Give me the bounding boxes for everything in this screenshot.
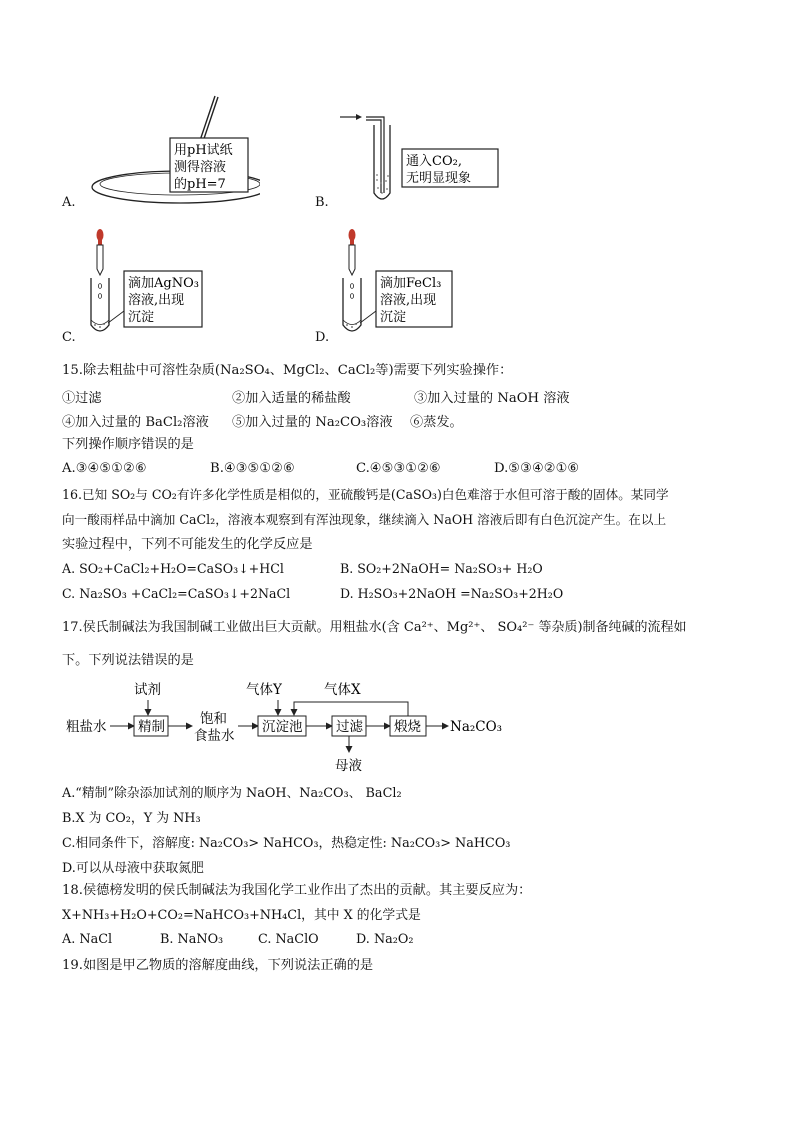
figure-d-fecl3-test: [332, 225, 482, 345]
callout-b-line1: 通入CO₂,: [406, 154, 462, 169]
q18-option-a: A. NaCl: [62, 932, 113, 947]
q17-option-a: A.“精制”除杂添加试剂的顺序为 NaOH、Na₂CO₃、 BaCl₂: [62, 786, 402, 801]
figure-b-label: B.: [315, 195, 329, 210]
callout-a-line1: 用pH试纸: [174, 143, 233, 158]
figure-b-co2-test: [330, 105, 510, 210]
q15-op-4: ④加入过量的 BaCl₂溶液: [62, 415, 209, 430]
q16-line1: 16.已知 SO₂与 CO₂有许多化学性质是相似的，亚硫酸钙是(CaSO₃)白色难溶于水但可溶于酸的固体。某同学: [62, 487, 669, 502]
q18-line2: X+NH₃+H₂O+CO₂=NaHCO₃+NH₄Cl，其中 X 的化学式是: [62, 908, 421, 923]
q15-op-5: ⑤加入过量的 Na₂CO₃溶液: [232, 415, 393, 430]
figure-a-ph-test: [60, 90, 260, 215]
callout-a-line3: 的pH=7: [174, 177, 226, 192]
q15-op-3: ③加入过量的 NaOH 溶液: [414, 391, 570, 406]
flow-filter: 过滤: [336, 719, 363, 735]
q15-stem: 15.除去粗盐中可溶性杂质(Na₂SO₄、MgCl₂、CaCl₂等)需要下列实验操作：: [62, 363, 513, 378]
callout-c-line3: 沉淀: [128, 310, 155, 325]
q15-question: 下列操作顺序错误的是: [62, 437, 194, 452]
q15-op-6: ⑥蒸发。: [410, 415, 463, 430]
flow-saturated-1: 饱和: [200, 711, 227, 727]
figure-c-agno3-test: [80, 225, 230, 345]
q16-line2: 向一酸雨样品中滴加 CaCl₂，溶液本观察到有浑浊现象，继续滴入 NaOH 溶液后即有白色沉淀产生。在以上: [62, 512, 667, 527]
q15-option-d: D.⑤③④②①⑥: [494, 461, 580, 476]
q15-option-c: C.④⑤③①②⑥: [356, 461, 441, 476]
flow-saturated-2: 食盐水: [194, 728, 235, 744]
q16-line3: 实验过程中，下列不可能发生的化学反应是: [62, 537, 313, 552]
q18-line1: 18.侯德榜发明的侯氏制碱法为我国化学工业作出了杰出的贡献。其主要反应为：: [62, 883, 532, 898]
q16-option-d: D. H₂SO₃+2NaOH =Na₂SO₃+2H₂O: [340, 586, 564, 601]
q16-option-c: C. Na₂SO₃ +CaCl₂=CaSO₃↓+2NaCl: [62, 586, 291, 601]
q15-option-a: A.③④⑤①②⑥: [62, 461, 147, 476]
callout-d-line3: 沉淀: [380, 310, 407, 325]
q19-line1: 19.如图是甲乙物质的溶解度曲线，下列说法正确的是: [62, 958, 374, 973]
flow-gas-y: 气体Y: [246, 682, 282, 698]
callout-d-line1: 滴加FeCl₃: [380, 276, 442, 291]
callout-b-line2: 无明显现象: [406, 171, 472, 186]
q18-option-d: D. Na₂O₂: [356, 932, 414, 947]
figure-c-label: C.: [62, 330, 76, 345]
q17-flow-diagram: [62, 678, 522, 778]
q16-option-b: B. SO₂+2NaOH= Na₂SO₃+ H₂O: [340, 561, 543, 576]
flow-product: Na₂CO₃: [450, 719, 503, 735]
q17-option-c: C.相同条件下，溶解度: Na₂CO₃> NaHCO₃，热稳定性: Na₂CO₃> NaHCO₃: [62, 836, 511, 851]
flow-precip-tank: 沉淀池: [262, 719, 303, 735]
q18-option-c: C. NaClO: [258, 932, 319, 947]
q17-line1: 17.侯氏制碱法为我国制碱工业做出巨大贡献。用粗盐水(含 Ca²⁺、Mg²⁺、 SO₄²⁻ 等杂质)制备纯碱的流程如: [62, 620, 687, 635]
callout-d-line2: 溶液,出现: [380, 293, 437, 308]
q16-option-a: A. SO₂+CaCl₂+H₂O=CaSO₃↓+HCl: [62, 561, 284, 576]
q15-option-b: B.④③⑤①②⑥: [210, 461, 295, 476]
figure-a-label: A.: [62, 195, 76, 210]
q17-option-d: D.可以从母液中获取氮肥: [62, 861, 204, 876]
figure-d-label: D.: [315, 330, 330, 345]
flow-calcine: 煅烧: [394, 719, 421, 735]
flow-refine: 精制: [138, 719, 165, 735]
flow-mother-liquor: 母液: [335, 758, 362, 774]
q18-option-b: B. NaNO₃: [160, 932, 224, 947]
q15-op-1: ①过滤: [62, 391, 102, 406]
flow-crude-brine: 粗盐水: [66, 719, 107, 735]
q17-line2: 下。下列说法错误的是: [62, 653, 194, 668]
callout-c-line1: 滴加AgNO₃: [128, 276, 199, 291]
flow-gas-x: 气体X: [324, 682, 361, 698]
q15-op-2: ②加入适量的稀盐酸: [232, 391, 351, 406]
callout-a-line2: 测得溶液: [174, 160, 227, 175]
callout-c-line2: 溶液,出现: [128, 293, 185, 308]
q17-option-b: B.X 为 CO₂，Y 为 NH₃: [62, 811, 201, 826]
flow-reagent: 试剂: [134, 682, 161, 698]
